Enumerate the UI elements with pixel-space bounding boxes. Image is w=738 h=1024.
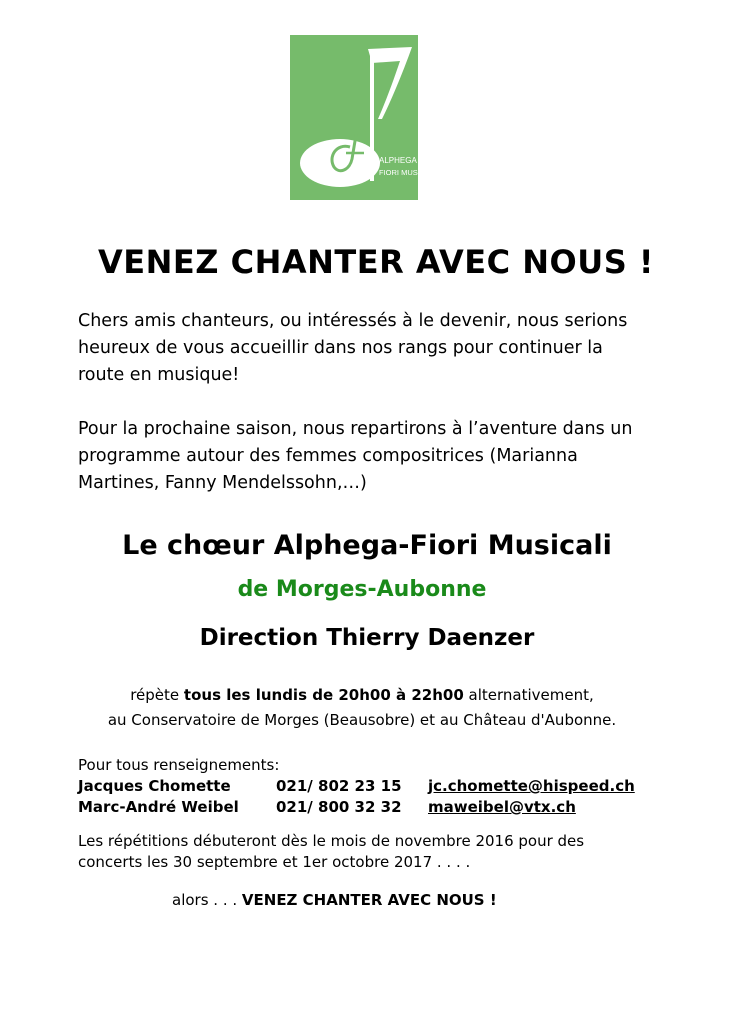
page-title: VENEZ CHANTER AVEC NOUS ! xyxy=(98,243,654,281)
contact-row xyxy=(78,776,635,797)
rehearsal-location: au Conservatoire de Morges (Beausobre) et au Château d'Aubonne. xyxy=(107,711,617,729)
season-line-3: Martines, Fanny Mendelssohn,…) xyxy=(78,473,367,493)
intro-line-2: heureux de vous accueillir dans nos rangs pour continuer la xyxy=(78,338,603,358)
contact-phone: 021/ 800 32 32 xyxy=(276,798,402,816)
choir-director: Direction Thierry Daenzer xyxy=(199,625,535,651)
contacts-section xyxy=(78,755,635,818)
closing-call: VENEZ CHANTER AVEC NOUS ! xyxy=(241,891,497,909)
season-line-2: programme autour des femmes compositrices (Marianna xyxy=(78,446,578,466)
logo-text-line1: ALPHEGA xyxy=(379,156,417,165)
contact-name: Jacques Chomette xyxy=(78,777,231,795)
note-line-1: Les répétitions débuteront dès le mois de novembre 2016 pour des xyxy=(78,832,585,850)
contact-row xyxy=(78,797,576,818)
start-note xyxy=(78,831,678,873)
contacts-heading: Pour tous renseignements: xyxy=(78,756,280,774)
music-note-logo-icon xyxy=(290,35,437,200)
intro-line-3: route en musique! xyxy=(78,365,240,385)
rehearsal-schedule: tous les lundis de 20h00 à 22h00 xyxy=(183,686,464,704)
closing-line xyxy=(172,891,497,909)
season-paragraph xyxy=(78,416,678,497)
intro-paragraph xyxy=(78,308,678,389)
contact-phone: 021/ 802 23 15 xyxy=(276,777,402,795)
season-line-1: Pour la prochaine saison, nous repartirons à l’aventure dans un xyxy=(78,419,633,439)
contact-email-link[interactable]: jc.chomette@hispeed.ch xyxy=(428,777,635,795)
choir-name: Le chœur Alphega-Fiori Musicali xyxy=(122,530,612,561)
intro-line-1: Chers amis chanteurs, ou intéressés à le devenir, nous serions xyxy=(78,311,628,331)
closing-prefix: alors . . . xyxy=(172,891,242,909)
choir-place: de Morges-Aubonne xyxy=(237,577,487,602)
contact-email-link[interactable]: maweibel@vtx.ch xyxy=(428,798,576,816)
rehearsal-info xyxy=(0,683,724,733)
rehearsal-suffix: alternativement, xyxy=(463,686,594,704)
rehearsal-prefix: répète xyxy=(130,686,184,704)
choir-logo xyxy=(290,35,437,200)
contact-name: Marc-André Weibel xyxy=(78,798,239,816)
logo-text-line2: FIORI MUSICALI xyxy=(379,168,437,177)
note-line-2: concerts les 30 septembre et 1er octobre 2017 . . . . xyxy=(78,853,471,871)
